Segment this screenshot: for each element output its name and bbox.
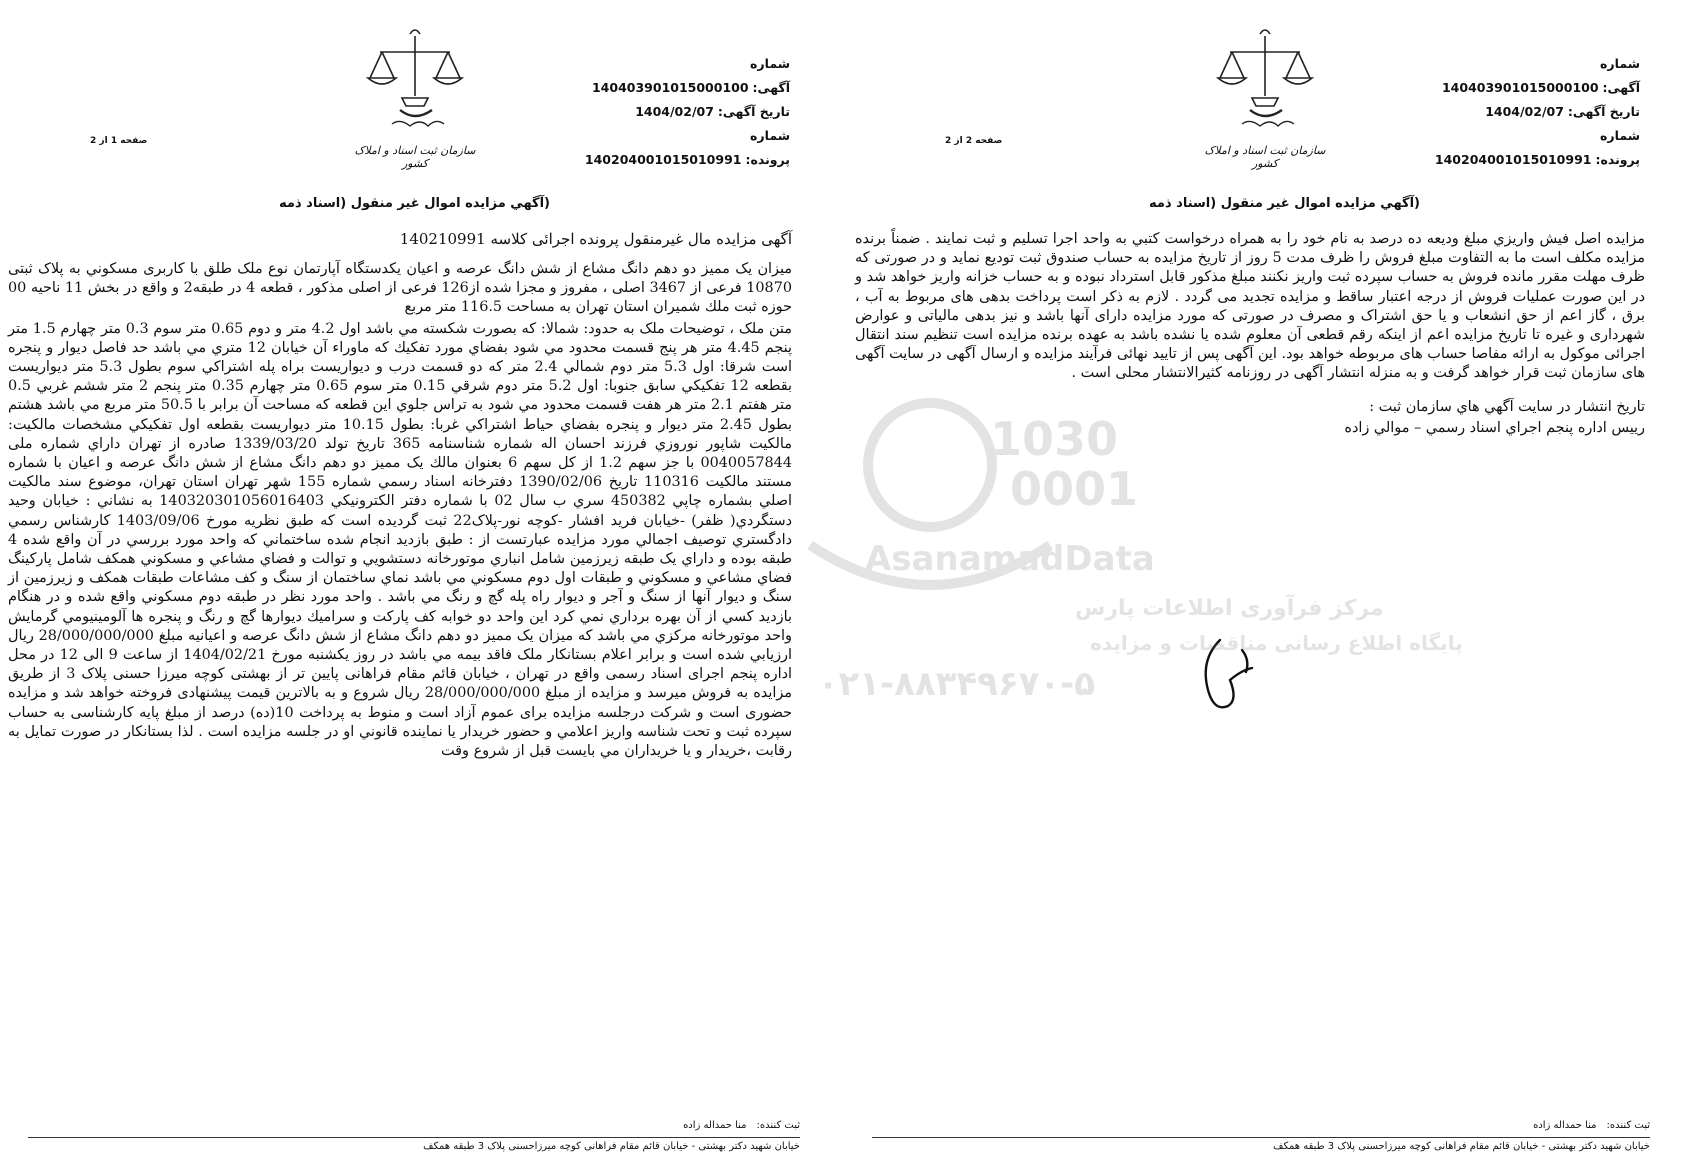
signature-icon [1180, 620, 1270, 730]
notice-date: 1404/02/07 [1485, 104, 1564, 119]
signatory-line: رييس اداره پنجم اجراي اسناد رسمي – موالي زاده [1344, 419, 1645, 436]
scales-of-justice-icon [340, 26, 490, 146]
recorder-name: منا حمداله زاده [1533, 1120, 1597, 1131]
notice-footer [872, 1120, 1650, 1152]
notice-subtitle: آگهی مزایده مال غیرمنقول پرونده اجرائی کلاسه 140210991 [399, 230, 792, 248]
file-number: 140204001015010991 [584, 152, 742, 167]
notice-page-1 [0, 20, 830, 1150]
notice-meta [1410, 52, 1640, 172]
judiciary-emblem [340, 26, 490, 170]
notice-body [855, 230, 1645, 440]
notice-page-2 [850, 20, 1680, 1150]
judiciary-emblem [1190, 26, 1340, 170]
notice-number-label: شماره آگهی: [750, 56, 790, 95]
office-address: خیابان شهید دکتر بهشتی - خیابان قائم مقام فراهانی کوچه میرزاحسنی پلاک 3 طبقه همکف [872, 1137, 1650, 1152]
notice-number: 140403901015000100 [591, 80, 749, 95]
notice-title: (آگهي مزايده اموال غير منقول (اسناد ذمه [279, 196, 550, 211]
page-number: صفحه 1 از 2 [90, 136, 148, 146]
scales-of-justice-icon [1190, 26, 1340, 146]
notice-paragraph: مزايده اصل فيش واريزي مبلغ وديعه ده درصد به نام خود را به همراه درخواست کتبي به واحد اجرا تسليم و ثبت نمایند . ضمناً برنده مزایده مکلف است ما به التفاوت مبلغ فروش را ظرف مدت 5 روز از تاريخ مزايده به حساب صندوق ثبت توديع نمايد و در صورتی که ظرف مهلت مقرر مانده فروش به حساب سپرده ثبت واريز نکنند مبلغ مذکور قابل استرداد نبوده و به حساب خزانه واریز خواهد شد و در این صورت عملیات فروش از درجه اعتبار ساقط و مزایده تجدید می گردد . لازم به ذکر است پرداخت بدهی های مربوط به آب ، برق ، گاز اعم از حق انشعاب و یا حق اشتراک و مصرف در صورتی که مورد مزایده دارای آنها باشد و نیز بدهی مالیاتی و عوارض شهرداری و غیره تا تاریخ مزایده اعم از اینکه رقم قطعی آن معلوم شده یا نشده باشد به عهده برنده مزایده است تنظیم سند انتقال اجرائی موکول به ارائه مفاصا حساب های مربوطه خواهد بود. این آگهی پس از تایید نهائی فرآیند مزایده و ارسال آگهی در سایت آگهی های سازمان ثبت قرار خواهد گرفت و به منزله انتشار آگهی در روزنامه کثیرالانتشار محلی است . [855, 231, 1645, 382]
notice-meta [560, 52, 790, 172]
recorder-label: ثبت کننده: [1606, 1120, 1650, 1131]
file-number-label: شماره پرونده: [1595, 128, 1640, 167]
notice-date: 1404/02/07 [635, 104, 714, 119]
office-address: خیابان شهید دکتر بهشتی - خیابان قائم مقام فراهانی کوچه میرزاحسنی پلاک 3 طبقه همکف [28, 1137, 800, 1152]
recorder-label: ثبت کننده: [756, 1120, 800, 1131]
notice-date-label: تاریخ آگهی: [1567, 104, 1640, 119]
publication-date-line: تاريخ انتشار در سايت آگهي هاي سازمان ثبت : [1369, 398, 1645, 415]
signature [1180, 620, 1270, 730]
file-number-label: شماره پرونده: [745, 128, 790, 167]
notice-footer [28, 1120, 800, 1152]
notice-paragraph: متن ملک ، توضیحات ملک به حدود: شمالا: که بصورت شکسته مي باشد اول 4.2 متر و دوم 0.65 متر سوم 0.3 متر چهارم 1.5 متر پنجم 4.45 متر هر پنج قسمت محدود مي شود بفضاي مورد تفكيك كه ماوراء آن خیابان 12 متري مي باشد حد فاصل ديوار و پنجره است شرقا: اول 5.3 متر دوم شمالي 2.4 متر كه دو قسمت درب و ديواريست براه پله اشتراكي سوم بطول 5.3 متر ديواريست بقطعه 12 تفكيكي سابق جنوبا: اول 5.2 متر دوم شرقي 0.15 متر سوم 0.65 متر چهارم 0.35 متر پنجم 2 متر ششم غربي 0.5 متر هفتم 2.1 متر هر هفت قسمت محدود مي شود به تراس جلوي اين قطعه كه مساحت آن برابر با 50.5 متر مربع مي باشد هشتم بطول 2.45 متر ديوار و پنجره بفضاي حياط اشتراكي غربا: بطول 10.15 متر ديواريست بقطعه اول تفكيكي مشخصات مالكيت: مالكيت شاپور نوروزي فرزند احسان اله شماره شناسنامه 365 تاريخ تولد 1339/03/20 صادره از تهران داراي شماره ملی 0040057844 با جز سهم 1.2 از کل سهم 6 بعنوان مالك يک ممیز دو دهم دانگ مشاع از شش دانگ عرصه و اعيان با شماره مستند مالکيت 110316 تاريخ 1390/02/06 دفترخانه اسناد رسمي شماره 155 شهر تهران استان تهران، موضوع سند مالكيت اصلي بشماره چاپي 450382 سري ب سال 02 با شماره دفتر الكترونيكي 140320301056016403 به نشاني : خيابان وحيد دستگردي( ظفر) -خيابان فريد افشار -کوچه نور-پلاک22 ثبت گرديده است كه طبق نظريه مورخ 1403/09/06 كارشناس رسمي دادگستري توصيف اجمالي مورد مزايده عبارتست از : طبق بازديد انجام شده ساختماني كه واحد مورد بررسي در آن واقع شده 4 طبقه بوده و داراي يک طبقه زيرزمين شامل انباري موتورخانه دستشويي و توالت و فضاي مشاعي و مسكوني همكف شامل پاركينگ فضاي مشاعي و مسكوني و طبقات اول دوم مسكوني مي باشد نماي ساختمان از سنگ و کف مشاعات طبقات همکف و زيرزمين از سنگ و ديوار آنها از سنگ و آجر و ديوار راه پله گچ و رنگ مي باشد . واحد مورد نظر در طبقه دوم مسكوني واقع شده و در هنگام بازديد كسي از آن بهره برداري نمي كرد اين واحد دو خوابه كف پاركت و سراميك ديوارها گچ و رنگ و پنجره ها آلومينيومي گرمايش واحد موتورخانه مركزي مي باشد كه ميزان يک ممیز دو دهم دانگ مشاع از شش دانگ عرصه و اعيانيه مبلغ 28/000/000/000 ريال ارزيابي شده است و برابر اعلام بستانكار ملک فاقد بيمه مي باشد در روز يكشنبه مورخ 1404/02/21 از ساعت 9 الی 12 در محل اداره پنجم اجرای اسناد رسمی واقع در تهران ، خیابان قائم مقام فراهانی پایین تر از بهشتی کوچه میرزا حسنی پلاک 3 از طریق مزایده به فروش میرسد و مزایده از مبلغ 28/000/000/000 ریال شروع و به بالاترین قیمت پیشنهادی فروخته خواهد شد و مزایده حضوری است و شرکت درجلسه مزایده برای عموم آزاد است و منوط به پرداخت 10(ده) درصد از مبلغ پایه کارشناسی به حساب سپرده ثبت و تحت شناسه واریز اعلامي و حضور خريدار يا نماينده قانوني او در جلسه مزايده است . لذا بستانكار در صورت تمایل به رقابت ،خريدار و يا خريداران مي بايست قبل از شروع وقت [8, 320, 793, 760]
notice-number-label: شماره آگهی: [1600, 56, 1640, 95]
notice-body [8, 260, 792, 763]
file-number: 140204001015010991 [1434, 152, 1592, 167]
page-number: صفحه 2 از 2 [945, 136, 1003, 146]
notice-paragraph: میزان یک ممیز دو دهم دانگ مشاع از شش دانگ عرصه و اعیان یکدستگاه آپارتمان نوع ملک طلق با کاربری مسکوني به پلاک ثبتی 10870 فرعی از 3467 اصلی ، مفروز و مجزا شده از126 فرعی از اصلی مذکور ، قطعه 4 در طبقه2 و واقع در بخش 11 ناحیه 00 حوزه ثبت ملك شمیران استان تهران به مساحت 116.5 متر مربع [8, 261, 793, 316]
notice-date-label: تاریخ آگهی: [717, 104, 790, 119]
blank-line [855, 386, 1645, 398]
organization-name: سازمان ثبت اسناد و املاک کشور [354, 144, 476, 170]
notice-number: 140403901015000100 [1441, 80, 1599, 95]
notice-title: (آگهي مزايده اموال غير منقول (اسناد ذمه [1149, 196, 1420, 211]
organization-name: سازمان ثبت اسناد و املاک کشور [1204, 144, 1326, 170]
recorder-name: منا حمداله زاده [683, 1120, 747, 1131]
